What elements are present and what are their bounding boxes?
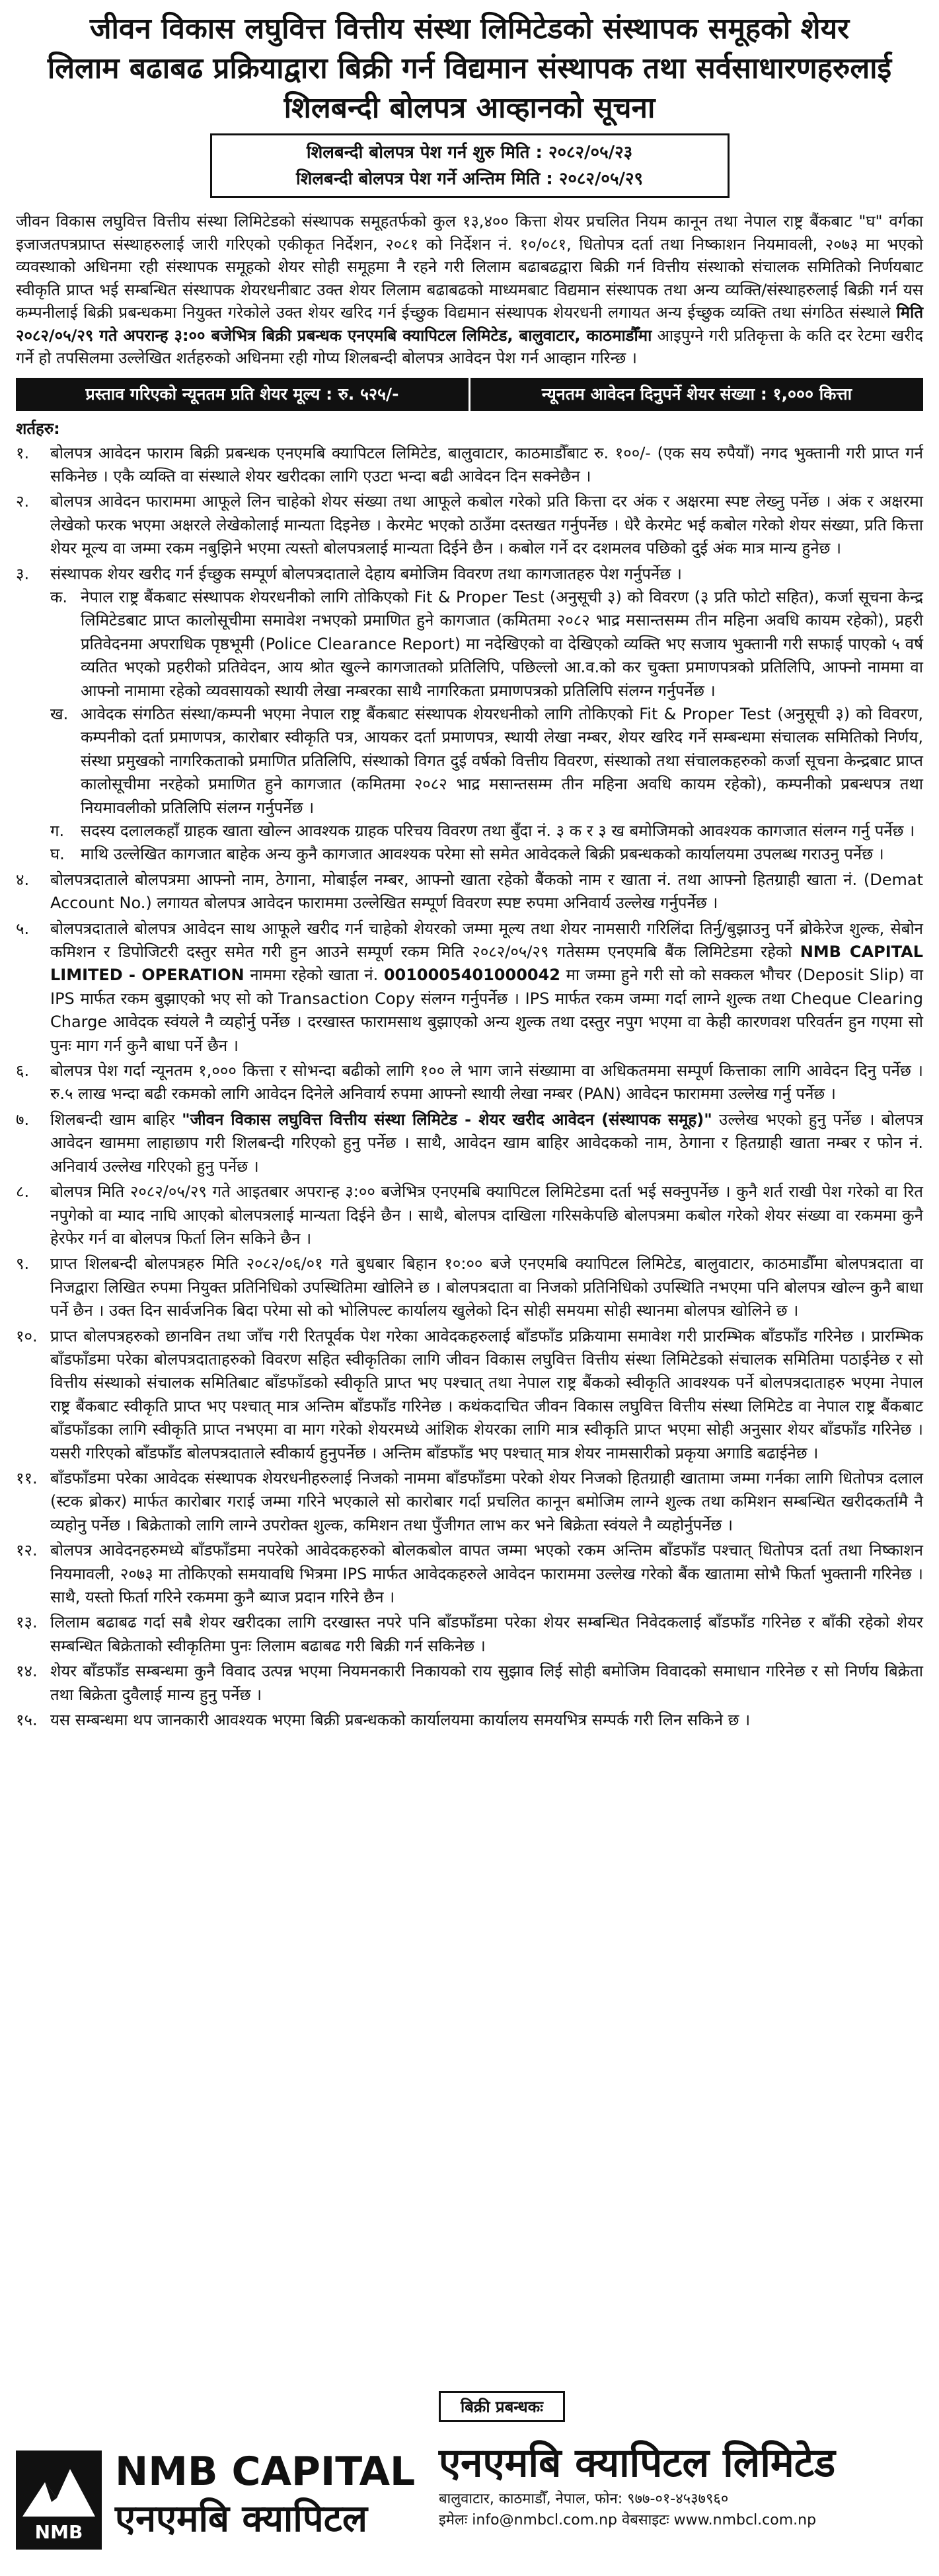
intro-text-1: जीवन विकास लघुवित्त वित्तीय संस्था लिमिटेडको संस्थापक समूहतर्फको कुल १३,४०० कित्ता शेयर प्रचलित नियम कानून तथा नेपाल राष्ट्र बैंकबाट "घ" वर्गका इजाजतपत्रप्राप्त संस्थाहरुलाई जारी गरिएको एकीकृत निर्देशन, २०८१ को निर्देशन नं. १०/०८१, धितोपत्र दर्ता तथा निष्काशन नियमावली, २०७३ मा भएको व्यवस्थाको अधिनमा रही संस्थापक समूहको शेयर सोही समूहमा नै रहने गरी लिलाम बढाबढद्वारा बिक्री गर्न वित्तीय संस्थाको संचालक समितिको निर्णयबाट स्वीकृति प्राप्त भई सम्बन्धित संस्थापक शेयरधनीबाट उक्त शेयर लिलाम बढाबढको माध्यमबाट विद्यमान संस्थापक तथा अन्य व्यक्ति/संस्थाहरुलाई बिक्री गर्न यस कम्पनीलाई बिक्री प्रबन्धकमा नियुक्त गरेकोले उक्त शेयर खरिद गर्न ईच्छुक विद्यमान संस्थापक शेयरधनी लगायत अन्य ईच्छुक व्यक्ति तथा संगठित संस्थाले <box>16 212 923 322</box>
brand-name-np: एनएमबि क्यापिटल <box>115 2497 367 2540</box>
term-number: ८. <box>16 1182 30 1201</box>
terms-list <box>16 442 923 1733</box>
term7-text-2: उल्लेख भएको हुनु पर्नेछ । बोलपत्र आवेदन खाममा लाहाछाप गरी शिलबन्दी गरिएको हुनु पर्नेछ । साथै, आवेदन खाम बाहिर आवेदकको नाम, ठेगाना र हितग्राही खाता नम्बर र फोन नं. अनिवार्य उल्लेख गरिएको हुनु पर्नेछ । <box>50 1110 924 1176</box>
term-number: ९. <box>16 1254 30 1273</box>
term-sub-item <box>16 586 923 703</box>
title-line-3: शिलबन्दी बोलपत्र आव्हानको सूचना <box>283 91 656 125</box>
term-number: १३. <box>16 1613 38 1632</box>
term-text: बोलपत्र पेश गर्दा न्यूनतम १,००० कित्ता र सोभन्दा बढीको लागि १०० ले भाग जाने संख्यामा वा अधिकतममा सम्पूर्ण कित्ताका लागि आवेदन दिनु पर्नेछ । रु.५ लाख भन्दा बढी रकमको लागि आवेदन दिनेले अनिवार्य रुपमा आफ्नो स्थायी लेखा नम्बर (PAN) आवेदन फाराममा उल्लेख गर्नु पर्नेछ । <box>50 1061 923 1104</box>
term-item <box>16 442 923 489</box>
company-name: एनएमबि क्यापिटल लिमिटेड <box>439 2440 836 2486</box>
term-number: २. <box>16 492 30 511</box>
intro-paragraph <box>16 210 923 370</box>
term-text: लिलाम बढाबढ गर्दा सबै शेयर खरीदका लागि दरखास्त नपरे पनि बाँडफाँडमा परेका शेयर सम्बन्धित निवेदकलाई बाँडफाँड गरिनेछ र बाँकी रहेको शेयर सम्बन्धित बिक्रेताको स्वीकृतिमा पुनः लिलाम बढाबढ गरी बिक्री गर्न सकिनेछ । <box>50 1613 923 1655</box>
term-number: ३. <box>16 564 30 583</box>
sub-text: सदस्य दलालकहाँ ग्राहक खाता खोल्न आवश्यक ग्राहक परिचय विवरण तथा बुँदा नं. ३ क र ३ ख बमोजिमको आवश्यक कागजात संलग्न गर्नु पर्नेछ । <box>81 822 915 840</box>
notice-title <box>16 9 923 128</box>
term-number: ६. <box>16 1061 30 1081</box>
term-item <box>16 563 923 586</box>
company-contact: इमेलः info@nmbcl.com.np वेबसाइटः www.nmbcl.com.np <box>439 2512 817 2528</box>
sub-text: नेपाल राष्ट्र बैंकबाट संस्थापक शेयरधनीको लागि तोकिएको Fit & Proper Test (अनुसूची ३) को विवरण (३ प्रति फोटो सहित), कर्जा सूचना केन्द्र लिमिटेडबाट प्राप्त कालोसूचीमा समावेश नभएको प्रमाणित हुने कागजात (कमितमा २०८२ भाद्र मसान्तसम्म तीन महिना अवधि कायम रहेको), प्रहरी प्रतिवेदनमा अपराधिक पृष्ठभूमी (Police Clearance Report) मा नदेखिएको वा देखिएको व्यक्ति भए सजाय भुक्तानी गरी सफाई पाएको ५ वर्ष व्यतित भएको प्रहरीको प्रतिवेदन, आय श्रोत खुल्ने कागजातको प्रतिलिपि, पछिल्लो आ.व.को कर चुक्ता प्रमाणपत्रको प्रतिलिपि, आफ्नो नाममा वा आफ्नो नामामा रहेको व्यवसायको स्थायी लेखा नम्बरका साथै नागरिकता प्रमाणपत्रको प्रतिलिपि संलग्न गर्नुपर्नेछ । <box>81 587 923 700</box>
term5-text-1: बोलपत्रदाताले बोलपत्र आवेदन साथ आफूले खरीद गर्न चाहेको शेयरको जम्मा मूल्य तथा शेयर नामसारी गरिलिंदा तिर्नु/बुझाउनु पर्ने ब्रोकेरेज शुल्क, सेबोन कमिशन र डिपोजिटरी दस्तुर समेत गरी हुन आउने सम्पूर्ण रकम मिति २०८२/०५/२९ गतेसम्म एनएमबि बैंक लिमिटेडमा रहेको <box>50 919 923 962</box>
account-name: NMB CAPITAL LIMITED - OPERATION <box>50 943 923 985</box>
term-number: १२. <box>16 1541 38 1560</box>
mountain-logo-icon <box>22 2460 95 2519</box>
sales-manager-label: बिक्री प्रबन्धकः <box>439 2391 565 2422</box>
term-item <box>16 1180 923 1250</box>
bid-dates-box <box>210 133 730 198</box>
term-number: १४. <box>16 1662 38 1681</box>
term-item <box>16 1539 923 1609</box>
title-line-2: लिलाम बढाबढ प्रक्रियाद्वारा बिक्री गर्न विद्यमान संस्थापक तथा सर्वसाधारणहरुलाई <box>47 52 892 85</box>
term-item <box>16 917 923 1057</box>
brand-name-en: NMB CAPITAL <box>115 2449 416 2495</box>
term-item <box>16 490 923 560</box>
sub-text: माथि उल्लेखित कागजात बाहेक अन्य कुनै कागजात आवश्यक परेमा सो समेत आवेदकले बिक्री प्रबन्धकको कार्यालयमा उपलब्ध गराउनु पर्नेछ । <box>81 845 884 864</box>
term-number: ५. <box>16 919 30 938</box>
term-sub-item <box>16 843 923 866</box>
sub-text: आवेदक संगठित संस्था/कम्पनी भएमा नेपाल राष्ट्र बैंकबाट संस्थापक शेयरधनीको लागि तोकिएको Fit & Proper Test (अनुसूची ३) को विवरण, कम्पनीको दर्ता प्रमाणपत्र, कारोबार स्वीकृति पत्र, आयकर दर्ता प्रमाणपत्र, स्थायी लेखा नम्बर, शेयर खरिद गर्ने सम्बन्धमा संचालक समितिको निर्णय, संस्था प्रमुखको नागरिकताको प्रमाणित प्रतिलिपि, संस्थाको विगत दुई वर्षको वित्तीय विवरण, संस्थाको तथा संचालकहरुको कर्जा सूचना केन्द्रबाट प्राप्त कालोसूचीमा नरहेको प्रमाणित हुने कागजात (कमितमा २०८२ भाद्र मसान्तसम्म तीन महिना अवधि कायम रहेको), कम्पनीको प्रबन्धपत्र तथा नियमावलीको प्रतिलिपि संलग्न गर्नुपर्नेछ । <box>81 704 923 817</box>
term-text: बोलपत्र आवेदन फाराममा आफूले लिन चाहेको शेयर संख्या तथा आफूले कबोल गरेको प्रति कित्ता दर अंक र अक्षरमा स्पष्ट लेख्नु पर्नेछ । अंक र अक्षरमा लेखेको फरक भएमा अक्षरले लेखेकोलाई मान्यता दिइनेछ । केरमेट भएको ठाउँमा दस्तखत गर्नुपर्नेछ । धेरै केरमेट भई कबोल गरेको शेयर संख्या, प्रति कित्ता शेयर मूल्य वा जम्मा रकम नबुझिने भएमा त्यस्तो बोलपत्रलाई मान्यता दिईने छैन । कबोल गर्ने दर दशमलव पछिको दुई अंक मात्र मान्य हुनेछ । <box>50 492 923 558</box>
term-item <box>16 1660 923 1707</box>
term-item <box>16 1108 923 1178</box>
term-text: बोलपत्र आवेदनहरुमध्ये बाँडफाँडमा नपरेको आवेदकहरुको बोलकबोल वापत जम्मा भएको रकम अन्तिम बाँडफाँड पश्चात् धितोपत्र दर्ता तथा निष्काशन नियमावली, २०७३ मा तोकिएको समयावधि भित्रमा IPS मार्फत आवेदकहरुले आवेदन फाराममा उल्लेख गरेको बैंक खातामा सोभै फिर्ता भुक्तानी गरिनेछ । साथै, यस्तो फिर्ता गरिने रकममा कुनै ब्याज प्रदान गरिने छैन । <box>50 1541 923 1606</box>
sub-number: ग. <box>50 822 65 840</box>
term-number: १. <box>16 443 30 462</box>
nmb-logo <box>16 2451 102 2550</box>
term-text <box>50 917 923 1057</box>
term-item <box>16 1611 923 1658</box>
term-text: यस सम्बन्धमा थप जानकारी आवश्यक भएमा बिक्री प्रबन्धकको कार्यालयमा कार्यालय समयभित्र सम्पर्क गरी लिन सकिने छ । <box>50 1711 751 1730</box>
term-number: ७. <box>16 1110 30 1129</box>
sub-number: क. <box>50 587 68 606</box>
intro-text-2: आइपुग्ने गरी प्रतिकृत्ता के कति दर रेटमा खरीद गर्ने हो तपसिलमा उल्लेखित शर्तहरुको अधिनमा रही गोप्य शिलबन्दी बोलपत्र आवेदन पेश गर्न आव्हान गरिन्छ । <box>16 326 924 367</box>
account-number: 0010005401000042 <box>383 966 560 985</box>
sub-number: ख. <box>50 704 69 723</box>
min-price: प्रस्ताव गरिएको न्यूनतम प्रति शेयर मूल्य : रु. ५२५/- <box>16 378 470 411</box>
brand-name <box>115 2448 415 2543</box>
term-text: बाँडफाँडमा परेका आवेदक संस्थापक शेयरधनीहरुलाई निजको नाममा बाँडफाँडमा परेको शेयर निजको हितग्राही खातामा जम्मा गर्नका लागि धितोपत्र दलाल (स्टक ब्रोकर) मार्फत कारोबार गराई जम्मा गरिने भएकाले सो कारोबार गर्दा प्रचलित कानून बमोजिम लाग्ने शुल्क तथा कमिशन सम्बन्धित खरीदकर्तामै नै व्यहोनु पर्नेछ । बिक्रेताको लागि लाग्ने उपरोक्त शुल्क, कमिशन तथा पुँजीगत लाभ कर भने बिक्रेता स्वंयले नै व्यहोर्नुपर्नेछ । <box>50 1468 923 1534</box>
company-info <box>439 2437 835 2531</box>
term-text: प्राप्त शिलबन्दी बोलपत्रहरु मिति २०८२/०६/०१ गते बुधबार बिहान १०:०० बजे एनएमबि क्यापिटल लिमिटेड, बालुवाटार, काठमाडौँमा बोलपत्रदाता वा निजद्वारा लिखित रुपमा नियुक्त प्रतिनिधिको उपस्थितिमा खोलिने छ । बोलपत्रदाता वा निजको प्रतिनिधिको उपस्थिति नभएमा पनि बोलपत्र खोल्न कुनै बाधा पर्ने छैन । उक्त दिन सार्वजनिक बिदा परेमा सो को भोलिपल्ट कार्यालय खुलेको दिन सोही समयमा सोही स्थानमा बोलपत्र खोलिने छ । <box>50 1254 923 1320</box>
term-number: १५. <box>16 1711 38 1730</box>
term-text: बोलपत्रदाताले बोलपत्रमा आफ्नो नाम, ठेगाना, मोबाईल नम्बर, आफ्नो खाता रहेको बैंकको नाम र खाता नं. तथा आफ्नो हितग्राही खाता नं. (Demat Account No.) लगायत बोलपत्र आवेदन फाराममा उल्लेखित सम्पूर्ण विवरण स्पष्ट रुपमा अनिवार्य उल्लेख गर्नुपर्नेछ । <box>50 870 923 913</box>
term-item <box>16 1059 923 1106</box>
logo-text: NMB <box>34 2521 83 2543</box>
term-sub-item <box>16 703 923 820</box>
term-number: ११. <box>16 1468 38 1487</box>
title-line-1: जीवन विकास लघुवित्त वित्तीय संस्था लिमिटेडको संस्थापक समूहको शेयर <box>89 12 850 46</box>
term5-text-2: नाममा रहेको खाता नं. <box>244 966 384 985</box>
term-item <box>16 1467 923 1537</box>
term-item <box>16 1709 923 1732</box>
term-text: बोलपत्र मिति २०८२/०५/२९ गते आइतबार अपरान्ह ३:०० बजेभित्र एनएमबि क्यापिटल लिमिटेडमा दर्ता भई सक्नुपर्नेछ । कुनै शर्त राखी पेश गरेको वा रित नपुगेको वा म्याद नाघि आएको बोलपत्रलाई मान्यता दिईने छैन । साथै, बोलपत्र दाखिला गरिसकेपछि बोलपत्रमा कबोल गरेको शेयर संख्या वा रकममा कुनै हेरफेर गर्न वा बोलपत्र फिर्ता लिन सकिने छैन । <box>50 1182 923 1248</box>
min-shares: न्यूनतम आवेदन दिनुपर्ने शेयर संख्या : १,००० कित्ता <box>541 384 852 404</box>
term-sub-item <box>16 820 923 843</box>
term-item <box>16 1252 923 1322</box>
term-item <box>16 1325 923 1465</box>
term-text: बोलपत्र आवेदन फाराम बिक्री प्रबन्धक एनएमबि क्यापिटल लिमिटेड, बालुवाटार, काठमाडौँबाट रु. १००/- (एक सय रुपैयाँ) नगद भुक्तानी गरी प्राप्त गर्न सकिनेछ । एकै व्यक्ति वा संस्थाले शेयर खरीदका लागि एउटा भन्दा बढी आवेदन दिन सक्नेछैन । <box>50 443 923 485</box>
intro-deadline: मिति २०८२/०५/२९ गते अपरान्ह ३:०० बजेभित्र बिक्री प्रबन्धक एनएमबि क्यापिटल लिमिटेड, बालुवाटार, काठमाडौँमा <box>16 303 923 345</box>
term5-text-3: मा जम्मा हुने गरी सो को सक्कल भौचर (Deposit Slip) वा IPS मार्फत रकम बुझाएको भए सो को Transaction Copy संलग्न गर्नुपर्नेछ । IPS मार्फत रकम जम्मा गर्दा लाग्ने शुल्क तथा Cheque Clearing Charge आवेदक स्वंयले नै व्यहोर्नु पर्नेछ । दरखास्त फारामसाथ बुझाएको अन्य शुल्क तथा दस्तुर नपुग भएमा वा केही कारणवश परिवर्तन हुन गएमा सो पुनः माग गर्न कुनै बाधा पर्ने छैन । <box>50 966 923 1055</box>
term-text: संस्थापक शेयर खरीद गर्न ईच्छुक सम्पूर्ण बोलपत्रदाताले देहाय बमोजिम विवरण तथा कागजातहरु पेश गर्नुपर्नेछ । <box>50 564 682 583</box>
sub-number: घ. <box>50 845 65 864</box>
term-text: प्राप्त बोलपत्रहरुको छानविन तथा जाँच गरी रितपूर्वक पेश गरेका आवेदकहरुलाई बाँडफाँड प्रक्रियामा समावेश गरी प्रारम्भिक बाँडफाँड गरिनेछ । प्रारम्भिक बाँडफाँडमा परेका बोलपत्रदाताहरुको विवरण सहित स्वीकृतिका लागि जीवन विकास लघुवित्त वित्तीय संस्था लिमिटेडको संचालक समितिमा पठाईनेछ र सो वित्तीय संस्थाको संचालक समितिबाट बाँडफाँडको स्वीकृति प्राप्त भए पश्चात् तथा नेपाल राष्ट्र बैंकको स्वीकृति आवश्यक पर्ने बोलपत्रदाताहरु भएमा नेपाल राष्ट्र बैंकबाट स्वीकृति प्राप्त भए पश्चात् मात्र अन्तिम बाँडफाँड गरिनेछ । कथंकदाचित जीवन विकास लघुवित्त वित्तीय संस्था लिमिटेड वा नेपाल राष्ट्र बैंकबाट बाँडफाँडका लागि स्वीकृति प्राप्त नभएमा वा माग गरेको शेयरमध्ये आंशिक शेयरका लागि मात्र स्वीकृति प्राप्त भएमा सोही अनुसार शेयर बाँडफाँड गरिनेछ । यसरी गरिएको बाँडफाँड बोलपत्रदाताले स्वीकार्य हुनुपर्नेछ । अन्तिम बाँडफाँड भए पश्चात् मात्र शेयर नामसारीको प्रकृया अगाडि बढाईनेछ । <box>50 1326 923 1462</box>
term-text: शेयर बाँडफाँड सम्बन्धमा कुनै विवाद उत्पन्न भएमा नियमनकारी निकायको राय सुझाव लिई सोही बमोजिम विवादको समाधान गरिनेछ र सो निर्णय बिक्रेता तथा बिक्रेता दुवैलाई मान्य हुनु पर्नेछ । <box>50 1662 923 1704</box>
term-text <box>50 1108 923 1178</box>
footer <box>16 2391 923 2569</box>
company-address: बालुवाटार, काठमाडौँ, नेपाल, फोन: ९७७-०१-४५३७९६० <box>439 2491 729 2507</box>
terms-heading: शर्तहरु: <box>16 419 60 438</box>
bid-end-date: शिलबन्दी बोलपत्र पेश गर्ने अन्तिम मिति : २०८२/०५/२९ <box>295 169 644 189</box>
bid-start-date: शिलबन्दी बोलपत्र पेश गर्न शुरु मिति : २०८२/०५/२३ <box>306 143 633 162</box>
term-item <box>16 869 923 915</box>
envelope-label: "जीवन विकास लघुवित्त वित्तीय संस्था लिमिटेड - शेयर खरीद आवेदन (संस्थापक समूह)" <box>182 1110 712 1129</box>
term7-text-1: शिलबन्दी खाम बाहिर <box>50 1110 182 1129</box>
term-number: ४. <box>16 870 30 889</box>
term-number: १०. <box>16 1326 38 1345</box>
offer-summary-bar <box>16 378 923 411</box>
